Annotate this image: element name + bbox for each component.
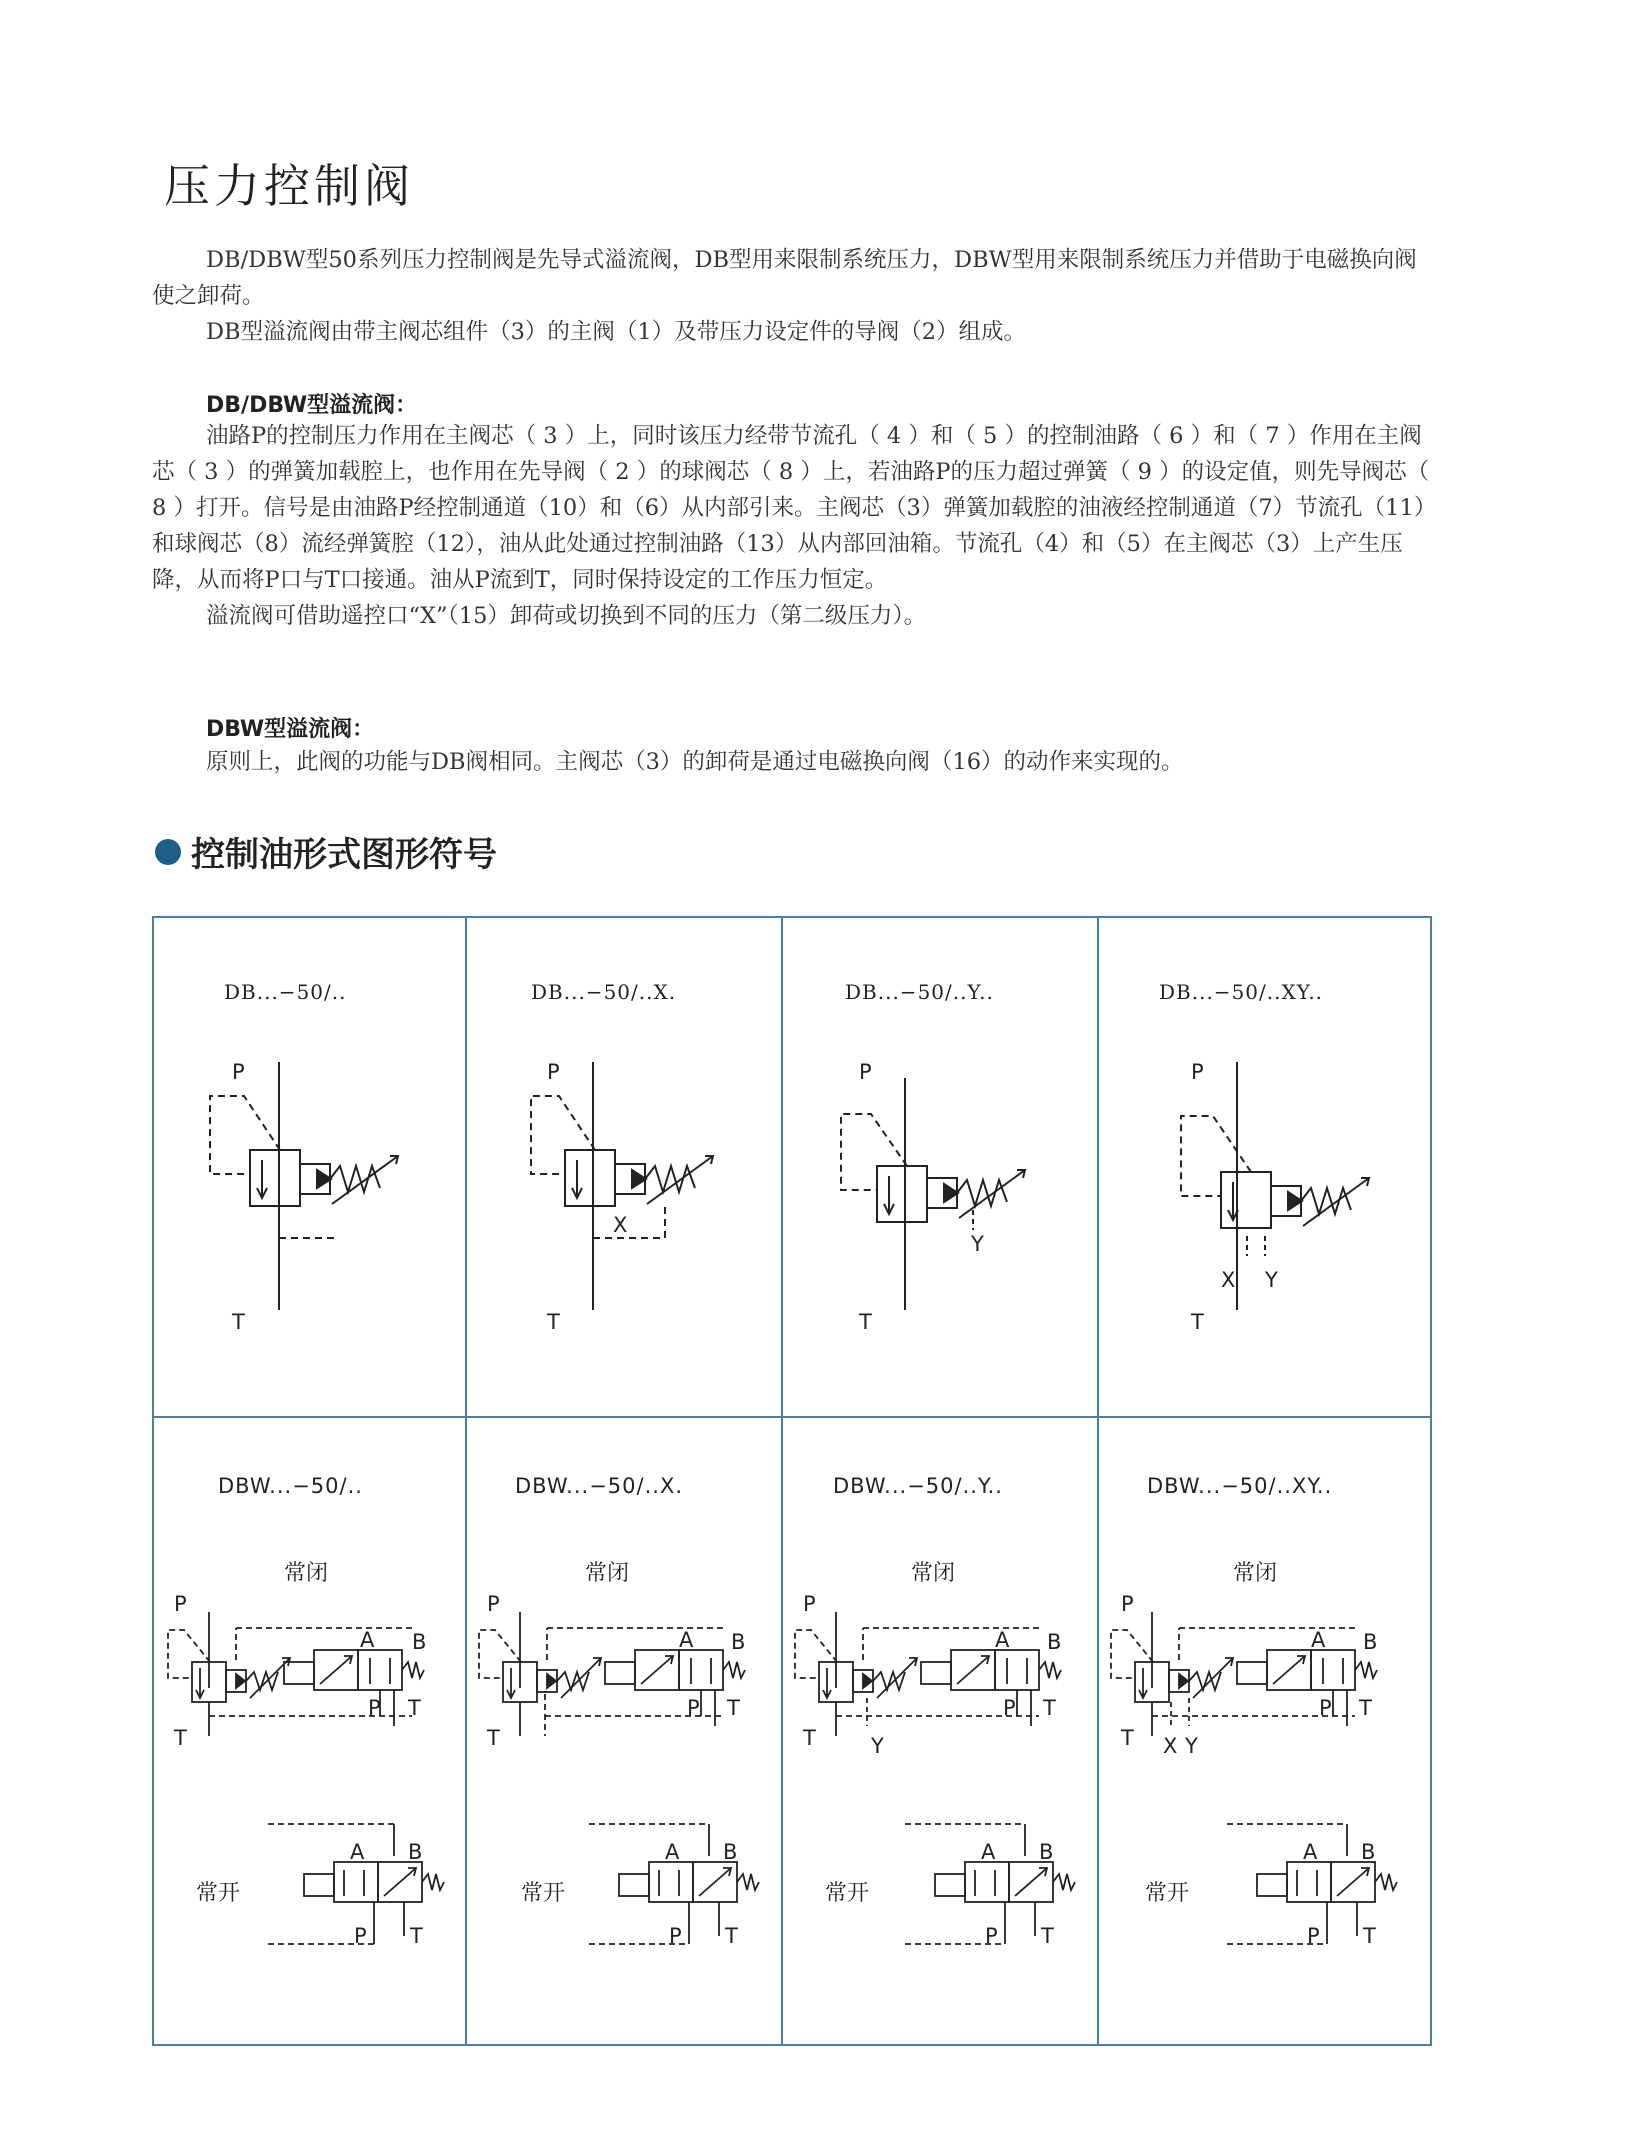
- dbw-no-symbol: [465, 1416, 781, 2048]
- port-a-label: A: [360, 1628, 376, 1652]
- port-t-label: T: [859, 1310, 873, 1334]
- db-symbol-cell: [1097, 918, 1434, 1416]
- port-t-label: T: [547, 1310, 561, 1334]
- db-symbol-cell: [781, 918, 1097, 1416]
- port-a-label: A: [665, 1840, 681, 1864]
- intro-section: [152, 242, 1434, 350]
- symbol-grid: [152, 916, 1432, 2046]
- port-b-label: B: [1047, 1630, 1063, 1654]
- port-t-label: T: [487, 1726, 501, 1750]
- normally-open-label: 常开: [825, 1881, 870, 1906]
- port-b-label: B: [1363, 1630, 1379, 1654]
- valve-t-label: T: [1043, 1696, 1057, 1720]
- db-heading: DB/DBW型溢流阀：: [206, 393, 418, 418]
- port-b-label: B: [1361, 1840, 1377, 1864]
- normally-open-label: 常开: [1145, 1881, 1190, 1906]
- valve-t-label: T: [727, 1696, 741, 1720]
- port-p-label: P: [803, 1592, 817, 1616]
- port-a-label: A: [1311, 1628, 1327, 1652]
- valve-t-label: T: [408, 1696, 422, 1720]
- valve-t-label: T: [1359, 1696, 1373, 1720]
- dbw-paragraph: 原则上，此阀的功能与DB阀相同。主阀芯（3）的卸荷是通过电磁换向阀（16）的动作来实现的。: [206, 749, 1184, 775]
- port-y-label: Y: [1185, 1734, 1199, 1758]
- port-p-label: P: [232, 1060, 246, 1084]
- dbw-symbol-cell: [154, 1416, 465, 2048]
- port-b-label: B: [412, 1630, 428, 1654]
- db-section: [152, 418, 1434, 634]
- normally-closed-label: 常闭: [284, 1561, 329, 1586]
- port-t-label: T: [1191, 1310, 1205, 1334]
- db-paragraph-1: 油路P的控制压力作用在主阀芯（ 3 ）上，同时该压力经带节流孔（ 4 ）和（ 5 ）的控制油路（ 6 ）和（ 7 ）作用在主阀芯（ 3 ）的弹簧加载腔上，也作用在先导阀（ 2 ）的球阀芯（ 8 ）上，若油路P的压力超过弹簧（ 9 ）的设定值，则先导阀芯（ 8 ）打开。信号是由油路P经控制通道（10）和（6）从内部引来。主阀芯（3）弹簧加载腔的油液经控制通道（7）节流孔（11）和球阀芯（8）流经弹簧腔（12），油从此处通过控制油路（13）从内部回油箱。节流孔（4）和（5）在主阀芯（3）上产生压降，从而将P口与T口接通。油从P流到T，同时保持设定的工作压力恒定。: [152, 423, 1430, 593]
- port-x-label: X: [613, 1213, 629, 1237]
- valve-p-label: P: [1307, 1924, 1321, 1948]
- model-label: DBW...−50/..: [218, 1474, 363, 1498]
- relief-valve-symbol: [1097, 918, 1434, 1416]
- relief-valve-symbol: [154, 918, 465, 1416]
- port-p-label: P: [487, 1592, 501, 1616]
- valve-p-label: P: [687, 1696, 701, 1720]
- dbw-symbol-cell: [465, 1416, 781, 2048]
- dbw-no-symbol: [1097, 1416, 1434, 2048]
- dbw-no-symbol: [154, 1416, 465, 2048]
- valve-t-label: T: [410, 1924, 424, 1948]
- dbw-symbol-cell: [1097, 1416, 1434, 2048]
- port-x-label: X: [1221, 1268, 1237, 1292]
- port-y-label: Y: [871, 1734, 885, 1758]
- port-t-label: T: [803, 1726, 817, 1750]
- port-p-label: P: [174, 1592, 188, 1616]
- normally-closed-label: 常闭: [585, 1561, 630, 1586]
- valve-p-label: P: [1003, 1696, 1017, 1720]
- port-a-label: A: [1303, 1840, 1319, 1864]
- port-p-label: P: [1191, 1060, 1205, 1084]
- model-label: DBW...−50/..Y..: [833, 1474, 1003, 1498]
- model-label: DB...−50/..X.: [531, 980, 677, 1004]
- intro-paragraph-2: DB型溢流阀由带主阀芯组件（3）的主阀（1）及带压力设定件的导阀（2）组成。: [206, 319, 1027, 345]
- dbw-section: [152, 744, 1434, 780]
- relief-valve-symbol: [781, 918, 1097, 1416]
- model-label: DBW...−50/..XY..: [1147, 1474, 1333, 1498]
- normally-open-label: 常开: [196, 1881, 241, 1906]
- port-a-label: A: [995, 1628, 1011, 1652]
- valve-p-label: P: [1319, 1696, 1333, 1720]
- valve-p-label: P: [669, 1924, 683, 1948]
- dbw-symbol-cell: [781, 1416, 1097, 2048]
- port-p-label: P: [1121, 1592, 1135, 1616]
- page-title: 压力控制阀: [164, 159, 414, 213]
- port-y-label: Y: [971, 1232, 985, 1256]
- relief-valve-symbol: [465, 918, 781, 1416]
- normally-closed-label: 常闭: [911, 1561, 956, 1586]
- port-x-label: X: [1163, 1734, 1179, 1758]
- port-a-label: A: [350, 1840, 366, 1864]
- valve-p-label: P: [985, 1924, 999, 1948]
- port-t-label: T: [232, 1310, 246, 1334]
- port-a-label: A: [679, 1628, 695, 1652]
- valve-t-label: T: [1041, 1924, 1055, 1948]
- valve-t-label: T: [725, 1924, 739, 1948]
- db-symbol-cell: [154, 918, 465, 1416]
- port-t-label: T: [1121, 1726, 1135, 1750]
- db-symbol-cell: [465, 918, 781, 1416]
- bullet-dot-icon: [155, 839, 181, 865]
- valve-p-label: P: [354, 1924, 368, 1948]
- model-label: DBW...−50/..X.: [515, 1474, 684, 1498]
- port-b-label: B: [731, 1630, 747, 1654]
- port-t-label: T: [174, 1726, 188, 1750]
- model-label: DB...−50/..XY..: [1159, 980, 1324, 1004]
- valve-t-label: T: [1363, 1924, 1377, 1948]
- section-title: 控制油形式图形符号: [191, 835, 497, 875]
- port-y-label: Y: [1265, 1268, 1279, 1292]
- port-b-label: B: [723, 1840, 739, 1864]
- normally-open-label: 常开: [521, 1881, 566, 1906]
- port-b-label: B: [1039, 1840, 1055, 1864]
- section-heading: [155, 827, 497, 876]
- dbw-heading: DBW型溢流阀：: [206, 717, 375, 742]
- port-p-label: P: [547, 1060, 561, 1084]
- db-paragraph-2: 溢流阀可借助遥控口“X”（15）卸荷或切换到不同的压力（第二级压力）。: [206, 603, 927, 629]
- dbw-no-symbol: [781, 1416, 1097, 2048]
- port-p-label: P: [859, 1060, 873, 1084]
- port-a-label: A: [981, 1840, 997, 1864]
- valve-p-label: P: [368, 1696, 382, 1720]
- model-label: DB...−50/..: [224, 980, 347, 1004]
- model-label: DB...−50/..Y..: [845, 980, 994, 1004]
- intro-paragraph-1: DB/DBW型50系列压力控制阀是先导式溢流阀，DB型用来限制系统压力，DBW型用来限制系统压力并借助于电磁换向阀使之卸荷。: [152, 247, 1417, 309]
- normally-closed-label: 常闭: [1233, 1561, 1278, 1586]
- port-b-label: B: [408, 1840, 424, 1864]
